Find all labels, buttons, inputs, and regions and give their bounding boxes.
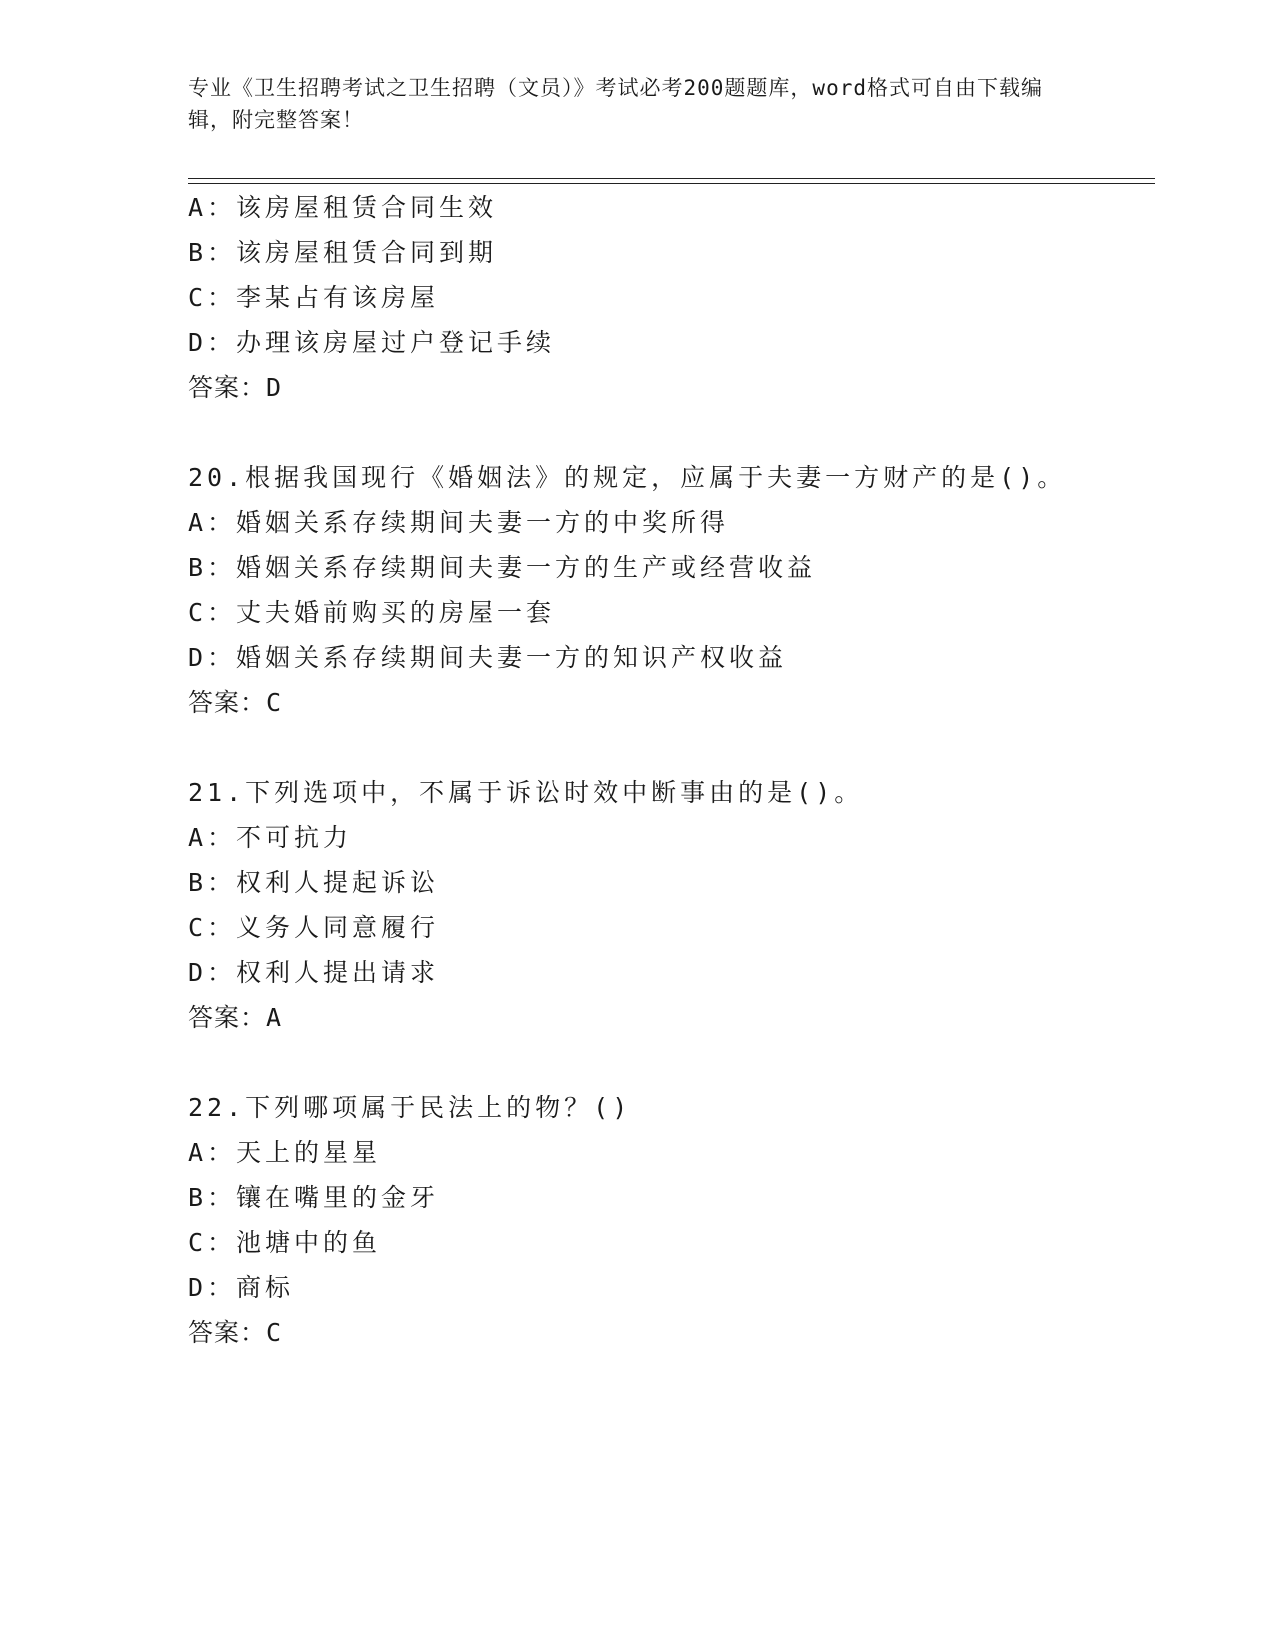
option-b: B：镶在嘴里的金牙 bbox=[188, 1183, 440, 1212]
option-d: D：权利人提出请求 bbox=[188, 958, 440, 987]
option-d: D：婚姻关系存续期间夫妻一方的知识产权收益 bbox=[188, 643, 788, 672]
answer-text: 答案：D bbox=[188, 373, 283, 402]
option-b: B：婚姻关系存续期间夫妻一方的生产或经营收益 bbox=[188, 553, 817, 582]
option-c: C：丈夫婚前购买的房屋一套 bbox=[188, 598, 556, 627]
option-a: A：该房屋租赁合同生效 bbox=[188, 193, 498, 222]
option-b: B：该房屋租赁合同到期 bbox=[188, 238, 498, 267]
option-d: D：商标 bbox=[188, 1273, 295, 1302]
question-stem: 22.下列哪项属于民法上的物？() bbox=[188, 1093, 632, 1122]
answer-text: 答案：A bbox=[188, 1003, 283, 1032]
answer-text: 答案：C bbox=[188, 1318, 283, 1347]
option-c: C：池塘中的鱼 bbox=[188, 1228, 382, 1257]
answer-text: 答案：C bbox=[188, 688, 283, 717]
option-b: B：权利人提起诉讼 bbox=[188, 868, 440, 897]
header-divider-top bbox=[188, 178, 1155, 179]
option-a: A：天上的星星 bbox=[188, 1138, 382, 1167]
option-a: A：婚姻关系存续期间夫妻一方的中奖所得 bbox=[188, 508, 730, 537]
option-a: A：不可抗力 bbox=[188, 823, 353, 852]
option-d: D：办理该房屋过户登记手续 bbox=[188, 328, 556, 357]
question-stem: 21.下列选项中，不属于诉讼时效中断事由的是()。 bbox=[188, 778, 864, 807]
option-c: C：李某占有该房屋 bbox=[188, 283, 440, 312]
question-stem: 20.根据我国现行《婚姻法》的规定，应属于夫妻一方财产的是()。 bbox=[188, 463, 1067, 492]
document-header: 专业《卫生招聘考试之卫生招聘（文员）》考试必考200题题库，word格式可自由下载编辑，附完整答案！ bbox=[188, 76, 1043, 132]
option-c: C：义务人同意履行 bbox=[188, 913, 440, 942]
header-divider-bottom bbox=[188, 183, 1155, 184]
